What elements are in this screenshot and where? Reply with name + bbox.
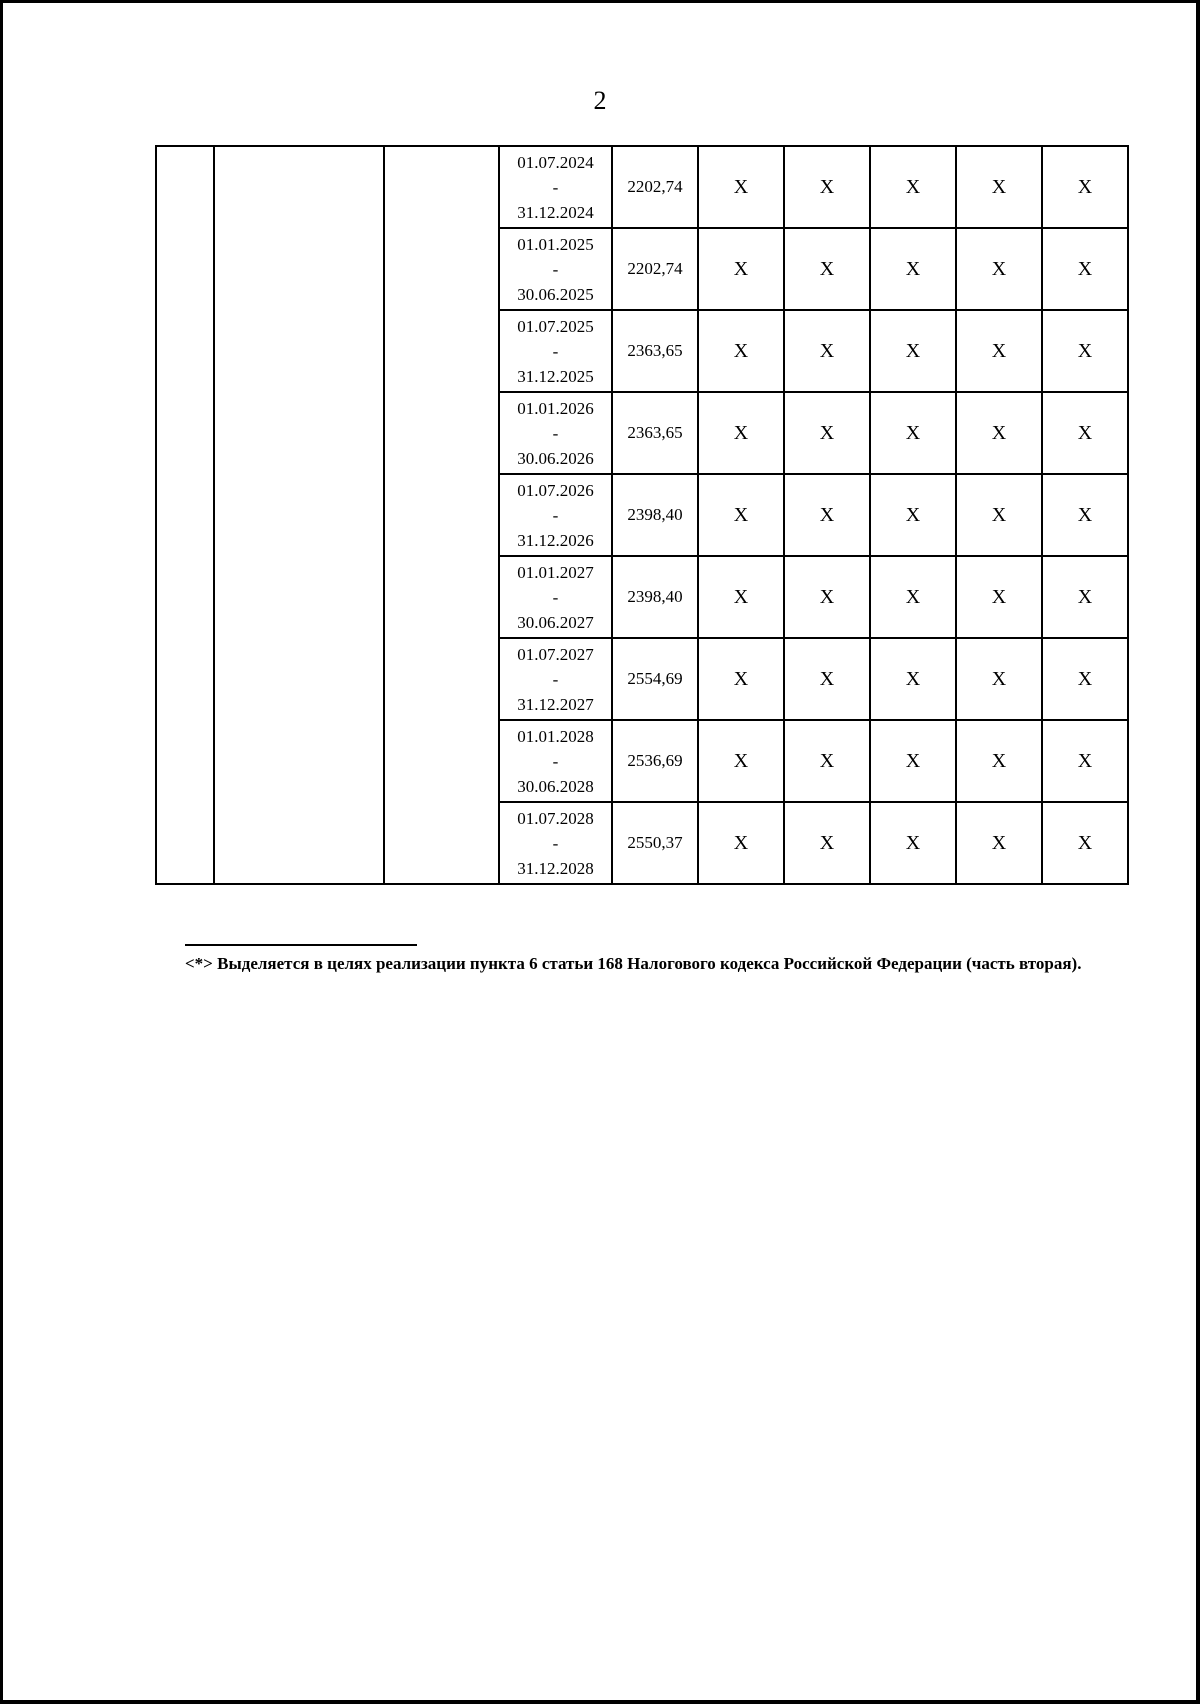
period-end: 30.06.2025 <box>517 284 594 304</box>
mark-cell: X <box>870 392 956 474</box>
mark-cell: X <box>1042 228 1128 310</box>
tariff-value-cell: 2398,40 <box>612 556 698 638</box>
mark-cell: X <box>1042 474 1128 556</box>
table-row <box>156 146 1128 228</box>
mark-cell: X <box>870 802 956 884</box>
scan-border-left <box>0 0 3 1704</box>
period-dash: - <box>552 669 559 689</box>
period-end: 31.12.2027 <box>517 694 594 714</box>
mark-cell: X <box>956 474 1042 556</box>
mark-cell: X <box>698 802 784 884</box>
mark-cell: X <box>698 720 784 802</box>
period-start: 01.01.2026 <box>517 398 594 418</box>
period-cell <box>499 474 612 556</box>
mark-cell: X <box>956 556 1042 638</box>
period-dash: - <box>552 505 559 525</box>
period-start: 01.07.2028 <box>517 808 594 828</box>
period-dash: - <box>552 341 559 361</box>
period-cell <box>499 146 612 228</box>
mark-cell: X <box>784 802 870 884</box>
period-cell <box>499 802 612 884</box>
period-cell <box>499 556 612 638</box>
tariff-table <box>155 145 1129 885</box>
mark-cell: X <box>784 556 870 638</box>
footnote-separator <box>185 944 417 946</box>
mark-cell: X <box>956 720 1042 802</box>
mark-cell: X <box>698 474 784 556</box>
mark-cell: X <box>1042 720 1128 802</box>
tariff-value-cell: 2554,69 <box>612 638 698 720</box>
mark-cell: X <box>1042 638 1128 720</box>
mark-cell: X <box>698 638 784 720</box>
period-start: 01.01.2027 <box>517 562 594 582</box>
mark-cell: X <box>1042 556 1128 638</box>
mark-cell: X <box>870 228 956 310</box>
mark-cell: X <box>784 146 870 228</box>
mark-cell: X <box>784 474 870 556</box>
period-start: 01.07.2025 <box>517 316 594 336</box>
mark-cell: X <box>784 228 870 310</box>
period-cell <box>499 392 612 474</box>
period-dash: - <box>552 751 559 771</box>
period-end: 31.12.2025 <box>517 366 594 386</box>
period-end: 30.06.2027 <box>517 612 594 632</box>
period-start: 01.01.2028 <box>517 726 594 746</box>
tariff-value-cell: 2398,40 <box>612 474 698 556</box>
mark-cell: X <box>956 228 1042 310</box>
period-cell <box>499 228 612 310</box>
period-cell <box>499 310 612 392</box>
period-dash: - <box>552 423 559 443</box>
period-start: 01.07.2026 <box>517 480 594 500</box>
mark-cell: X <box>870 556 956 638</box>
period-dash: - <box>552 833 559 853</box>
mark-cell: X <box>956 146 1042 228</box>
tariff-value-cell: 2550,37 <box>612 802 698 884</box>
mark-cell: X <box>784 638 870 720</box>
period-end: 31.12.2028 <box>517 858 594 878</box>
period-end: 30.06.2026 <box>517 448 594 468</box>
mark-cell: X <box>956 802 1042 884</box>
period-start: 01.01.2025 <box>517 234 594 254</box>
empty-cell-name <box>214 146 384 884</box>
period-end: 30.06.2028 <box>517 776 594 796</box>
mark-cell: X <box>698 556 784 638</box>
mark-cell: X <box>870 474 956 556</box>
mark-cell: X <box>956 392 1042 474</box>
mark-cell: X <box>698 146 784 228</box>
tariff-value-cell: 2363,65 <box>612 310 698 392</box>
period-cell <box>499 638 612 720</box>
mark-cell: X <box>1042 802 1128 884</box>
period-dash: - <box>552 259 559 279</box>
tariff-value-cell: 2536,69 <box>612 720 698 802</box>
mark-cell: X <box>698 392 784 474</box>
mark-cell: X <box>956 310 1042 392</box>
tariff-value-cell: 2202,74 <box>612 146 698 228</box>
period-end: 31.12.2026 <box>517 530 594 550</box>
mark-cell: X <box>698 228 784 310</box>
period-dash: - <box>552 177 559 197</box>
mark-cell: X <box>870 310 956 392</box>
mark-cell: X <box>870 146 956 228</box>
period-start: 01.07.2027 <box>517 644 594 664</box>
tariff-table-body <box>156 146 1128 884</box>
scan-border-top <box>0 0 1200 3</box>
scan-border-bottom <box>0 1700 1200 1704</box>
period-end: 31.12.2024 <box>517 202 594 222</box>
page-number: 2 <box>593 86 607 115</box>
period-cell <box>499 720 612 802</box>
scan-border-right <box>1196 0 1200 1704</box>
mark-cell: X <box>870 638 956 720</box>
mark-cell: X <box>1042 146 1128 228</box>
mark-cell: X <box>956 638 1042 720</box>
mark-cell: X <box>784 720 870 802</box>
mark-cell: X <box>784 392 870 474</box>
tariff-value-cell: 2202,74 <box>612 228 698 310</box>
mark-cell: X <box>698 310 784 392</box>
mark-cell: X <box>1042 310 1128 392</box>
footnote-text: <*> Выделяется в целях реализации пункта 6 статьи 168 Налогового кодекса Российской Федерации (часть вторая). <box>185 954 1082 973</box>
empty-cell-number <box>156 146 214 884</box>
mark-cell: X <box>1042 392 1128 474</box>
empty-cell-category <box>384 146 499 884</box>
period-dash: - <box>552 587 559 607</box>
mark-cell: X <box>784 310 870 392</box>
tariff-value-cell: 2363,65 <box>612 392 698 474</box>
mark-cell: X <box>870 720 956 802</box>
period-start: 01.07.2024 <box>517 152 594 172</box>
